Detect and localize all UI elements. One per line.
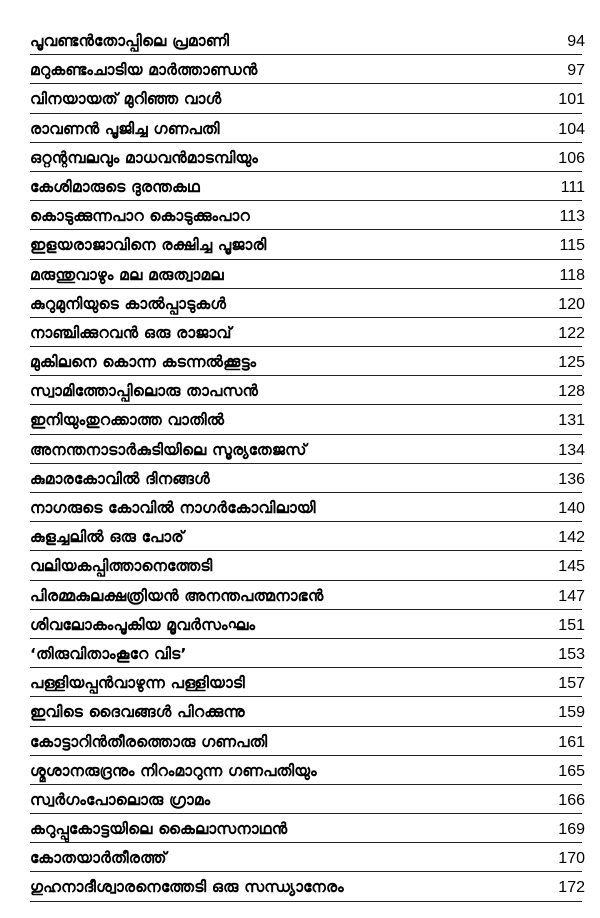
entry-title: പൂവണ്ടൻതോപ്പിലെ പ്രമാണി bbox=[30, 32, 230, 50]
entry-title: കോതയാർതീരത്ത് bbox=[30, 849, 167, 868]
toc-entry bbox=[0, 494, 600, 523]
toc-entry bbox=[0, 611, 600, 640]
entry-title: കുളച്ചലിൽ ഒരു പോര് bbox=[30, 528, 184, 547]
entry-page-number: 94 bbox=[567, 33, 585, 50]
entry-title: കുമാരകോവിൽ ദിനങ്ങൾ bbox=[30, 469, 210, 488]
entry-page-number: 147 bbox=[558, 587, 585, 605]
row-divider bbox=[30, 755, 582, 756]
entry-page-number: 106 bbox=[558, 149, 585, 167]
row-divider bbox=[30, 463, 582, 464]
row-divider bbox=[30, 521, 582, 522]
toc-entry bbox=[0, 873, 600, 902]
row-divider bbox=[30, 54, 582, 55]
toc-entry bbox=[0, 85, 600, 114]
toc-entry bbox=[0, 319, 600, 348]
entry-page-number: 140 bbox=[558, 500, 585, 517]
toc-entry bbox=[0, 698, 600, 727]
row-divider bbox=[30, 346, 582, 347]
toc-entry bbox=[0, 144, 600, 173]
entry-page-number: 159 bbox=[558, 704, 585, 722]
toc-entry bbox=[0, 640, 600, 669]
entry-title: ശിവലോകംപൂകിയ മൂവർസംഘം bbox=[30, 615, 256, 634]
row-divider bbox=[30, 375, 582, 376]
row-divider bbox=[30, 609, 582, 610]
toc-entry bbox=[0, 202, 600, 231]
entry-page-number: 166 bbox=[558, 791, 585, 809]
row-divider bbox=[30, 726, 582, 727]
toc-entry bbox=[0, 523, 600, 552]
row-divider bbox=[30, 813, 582, 814]
toc-entry bbox=[0, 757, 600, 786]
toc-entry bbox=[0, 115, 600, 144]
entry-page-number: 97 bbox=[567, 62, 585, 80]
toc-entry bbox=[0, 173, 600, 202]
row-divider bbox=[30, 784, 582, 785]
entry-title: പള്ളിയപ്പൻവാഴുന്ന പള്ളിയാടി bbox=[30, 674, 245, 693]
entry-page-number: 161 bbox=[558, 733, 585, 751]
row-divider bbox=[30, 550, 582, 551]
toc-entry bbox=[0, 815, 600, 844]
entry-page-number: 125 bbox=[558, 354, 585, 372]
row-divider bbox=[30, 434, 582, 435]
entry-page-number: 153 bbox=[558, 645, 585, 663]
entry-title: അനന്തനാടാർകുടിയിലെ സൂര്യതേജസ് bbox=[30, 440, 307, 459]
row-divider bbox=[30, 259, 582, 260]
row-divider bbox=[30, 229, 582, 230]
row-divider bbox=[30, 901, 582, 902]
entry-title: കേശിമാരുടെ ദുരന്തകഥ bbox=[30, 177, 200, 196]
row-divider bbox=[30, 842, 582, 843]
row-divider bbox=[30, 696, 582, 697]
toc-entry bbox=[0, 261, 600, 290]
entry-title: കോട്ടാറിൻതീരത്തൊരു ഗണപതി bbox=[30, 732, 268, 751]
row-divider bbox=[30, 171, 582, 172]
entry-title: സ്വാമിത്തോപ്പിലൊരു താപസൻ bbox=[30, 382, 259, 401]
entry-page-number: 165 bbox=[558, 762, 585, 780]
row-divider bbox=[30, 288, 582, 289]
entry-page-number: 118 bbox=[559, 266, 585, 284]
entry-page-number: 169 bbox=[558, 821, 585, 839]
row-divider bbox=[30, 580, 582, 581]
entry-title: ശ്മശാനരുദ്രനും നിറംമാറുന്ന ഗണപതിയും bbox=[30, 761, 317, 780]
row-divider bbox=[30, 667, 582, 668]
entry-title: കറുപ്പുകോട്ടയിലെ കൈലാസനാഥൻ bbox=[30, 820, 288, 839]
entry-title: സ്വർഗംപോലൊരു ഗ്രാമം bbox=[30, 790, 211, 809]
entry-page-number: 111 bbox=[560, 178, 585, 196]
row-divider bbox=[30, 200, 582, 201]
entry-title: രാവണൻ പൂജിച്ച ഗണപതി bbox=[30, 119, 220, 138]
entry-title: കുറുമുനിയുടെ കാൽപ്പാടുകൾ bbox=[30, 294, 227, 313]
entry-title: ഗുഹനാദീശ്വാരനെത്തേടി ഒരു സന്ധ്യാനേരം bbox=[30, 878, 344, 897]
entry-page-number: 170 bbox=[558, 850, 585, 868]
row-divider bbox=[30, 113, 582, 114]
toc-entry bbox=[0, 27, 600, 56]
entry-title: ഇവിടെ ദൈവങ്ങൾ പിറക്കുന്നു bbox=[30, 703, 245, 722]
entry-title: ഇനിയുംതുറക്കാത്ത വാതിൽ bbox=[30, 411, 225, 430]
entry-page-number: 101 bbox=[558, 91, 585, 109]
entry-title: മരുന്തുവാഴും മല മരുത്വാമല bbox=[30, 265, 224, 284]
entry-title: ‘തിരുവിതാംകൂറേ വിട’ bbox=[30, 644, 187, 663]
row-divider bbox=[30, 871, 582, 872]
toc-entry bbox=[0, 377, 600, 406]
entry-page-number: 145 bbox=[558, 558, 585, 576]
row-divider bbox=[30, 317, 582, 318]
entry-title: വിനയായത് മുറിഞ്ഞ വാൾ bbox=[30, 90, 222, 109]
toc-entry bbox=[0, 669, 600, 698]
entry-page-number: 151 bbox=[558, 616, 585, 634]
toc-entry bbox=[0, 56, 600, 85]
entry-page-number: 134 bbox=[558, 441, 585, 459]
entry-page-number: 120 bbox=[558, 295, 585, 313]
entry-title: പിരമ്മകുലക്ഷത്രിയൻ അനന്തപത്മനാഭൻ bbox=[30, 586, 324, 605]
entry-title: നാഗരുടെ കോവിൽ നാഗർകോവിലായി bbox=[30, 499, 316, 517]
entry-page-number: 136 bbox=[558, 470, 585, 488]
entry-title: ഒറ്റന്റമ്പലവും മാധവൻമാടമ്പിയും bbox=[30, 148, 259, 167]
toc-entry bbox=[0, 728, 600, 757]
entry-page-number: 122 bbox=[558, 324, 585, 342]
row-divider bbox=[30, 404, 582, 405]
toc-entry bbox=[0, 844, 600, 873]
entry-page-number: 157 bbox=[558, 675, 585, 693]
row-divider bbox=[30, 142, 582, 143]
row-divider bbox=[30, 638, 582, 639]
entry-title: ഇളയരാജാവിനെ രക്ഷിച്ച പൂജാരി bbox=[30, 236, 267, 255]
entry-page-number: 131 bbox=[558, 412, 585, 430]
entry-page-number: 142 bbox=[558, 529, 585, 547]
toc-entry bbox=[0, 348, 600, 377]
entry-title: നാഞ്ചിക്കുറവൻ ഒരു രാജാവ് bbox=[30, 323, 232, 342]
toc-entry bbox=[0, 406, 600, 435]
entry-page-number: 128 bbox=[558, 383, 585, 401]
toc-entry bbox=[0, 436, 600, 465]
table-of-contents bbox=[0, 27, 600, 903]
entry-page-number: 113 bbox=[559, 208, 585, 226]
entry-title: വലിയകപ്പിത്താനെത്തേടി bbox=[30, 557, 213, 576]
toc-entry bbox=[0, 231, 600, 260]
entry-title: കൊടുക്കുന്നപാറ കൊടുക്കുംപാറ bbox=[30, 207, 250, 226]
entry-page-number: 115 bbox=[559, 237, 585, 255]
toc-entry bbox=[0, 786, 600, 815]
entry-title: മുകിലനെ കൊന്ന കടന്നൽക്കൂട്ടം bbox=[30, 353, 257, 372]
row-divider bbox=[30, 492, 582, 493]
toc-entry bbox=[0, 290, 600, 319]
toc-entry bbox=[0, 582, 600, 611]
toc-entry bbox=[0, 552, 600, 581]
entry-title: മറുകണ്ടംചാടിയ മാർത്താണ്ഡൻ bbox=[30, 61, 258, 80]
entry-page-number: 104 bbox=[558, 120, 585, 138]
entry-page-number: 172 bbox=[558, 879, 585, 897]
toc-entry bbox=[0, 465, 600, 494]
row-divider bbox=[30, 83, 582, 84]
